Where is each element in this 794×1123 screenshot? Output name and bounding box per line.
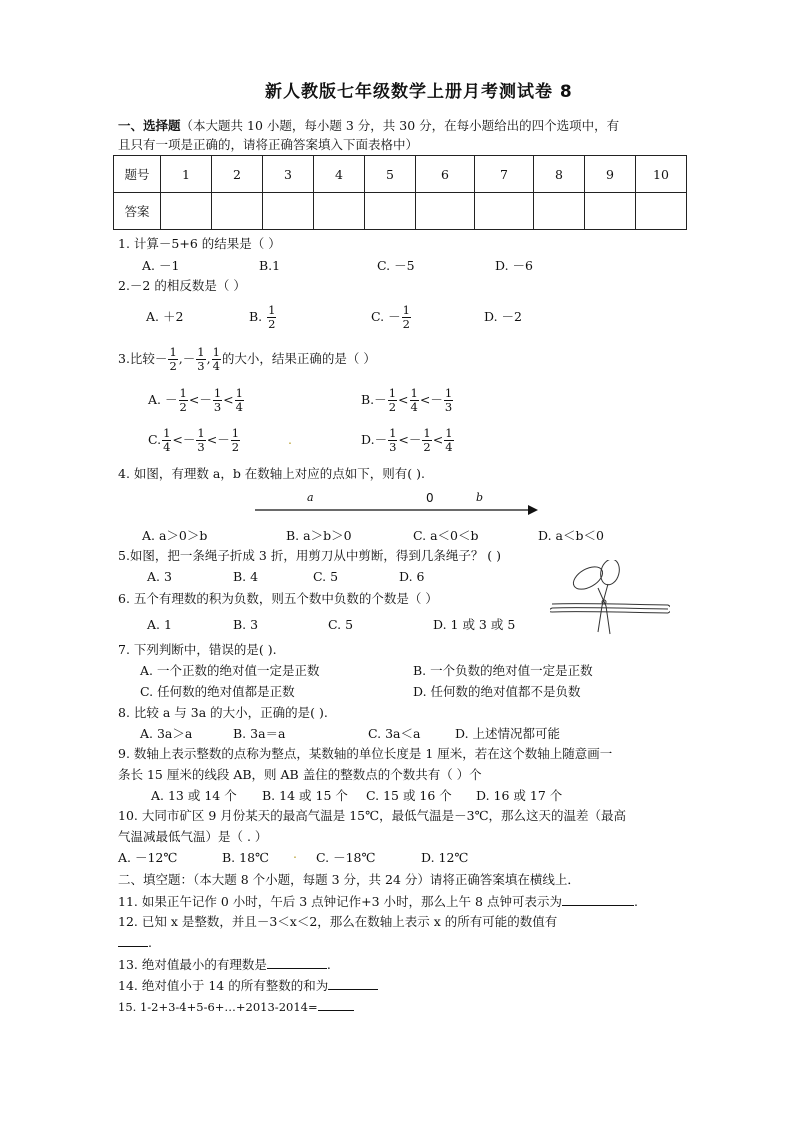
- q13: 13. 绝对值最小的有理数是 .: [118, 957, 331, 972]
- q10-option-b: B. 18℃: [222, 850, 270, 865]
- q6-option-c: C. 5: [328, 617, 354, 632]
- q14: [118, 977, 378, 994]
- q1-option-d: D. －6: [495, 258, 533, 273]
- table-header-number: 题号: [114, 156, 161, 193]
- q3-stem: 3.比较－ $\frac{1}{2}$ ,－ $\frac{1}{3}$ , $\frac{1}{4}$ 的大小，结果正确的是（ ）: [118, 345, 376, 373]
- q6-option-a: A. 1: [147, 617, 172, 632]
- q15-stem: 15. 1-2+3-4+5-6+…+2013-2014=: [118, 1000, 318, 1014]
- q11-answer-blank[interactable]: [562, 893, 634, 906]
- table-cell-number: 9: [585, 156, 636, 193]
- number-line-arrow: [528, 505, 538, 515]
- q6-option-d: D. 1 或 3 或 5: [433, 617, 516, 632]
- q13-answer-blank[interactable]: [267, 956, 327, 969]
- q4-stem: 4. 如图，有理数 a，b 在数轴上对应的点如下，则有( ).: [118, 466, 426, 481]
- section-1-heading: 一、选择题: [118, 118, 181, 133]
- q14-stem: 14. 绝对值小于 14 的所有整数的和为: [118, 978, 329, 993]
- table-cell-number: 4: [314, 156, 365, 193]
- q10-option-a: A. －12℃: [118, 850, 178, 865]
- q10-option-c: C. －18℃: [316, 850, 376, 865]
- table-row-numbers: [114, 156, 687, 193]
- q12-line2: .: [118, 934, 152, 951]
- answer-cell[interactable]: [263, 193, 314, 230]
- q2-option-a: A. ＋2: [146, 309, 184, 324]
- q7-stem: 7. 下列判断中，错误的是( ).: [118, 642, 277, 657]
- q2-stem: 2.－2 的相反数是（ ）: [118, 278, 246, 293]
- rope-line: [552, 608, 668, 609]
- page-title: 新人教版七年级数学上册月考测试卷 8: [265, 82, 573, 102]
- q3-option-b: B.－ $\frac{1}{2}$ < $\frac{1}{4}$ <－ $\frac{1}{3}$: [361, 386, 453, 414]
- q9-option-c: C. 15 或 16 个: [366, 788, 452, 803]
- q3-option-a: A. － $\frac{1}{2}$ <－ $\frac{1}{3}$ < $\frac{1}{4}$: [148, 386, 243, 414]
- scissors-blade-left: [598, 588, 610, 634]
- scissors-handle-right: [598, 560, 622, 587]
- q9-option-a: A. 13 或 14 个: [151, 788, 237, 803]
- q15-answer-blank[interactable]: [318, 998, 354, 1011]
- q5-stem: 5.如图，把一条绳子折成 3 折，用剪刀从中剪断，得到几条绳子？ ( ): [118, 548, 502, 563]
- table-cell-number: 5: [365, 156, 416, 193]
- table-cell-number: 3: [263, 156, 314, 193]
- number-line-label-a: a: [307, 491, 314, 504]
- q7-option-b: B. 一个负数的绝对值一定是正数: [413, 663, 593, 678]
- q4-option-c: C. a＜0＜b: [413, 528, 479, 543]
- q11-stem: 11. 如果正午记作 0 小时，午后 3 点钟记作+3 小时，那么上午 8 点钟可表示为: [118, 894, 562, 909]
- section-2-heading: 二、填空题：（本大题 8 个小题，每题 3 分，共 24 分）请将正确答案填在横线上．: [118, 872, 580, 887]
- q6-stem: 6. 五个有理数的积为负数，则五个数中负数的个数是（ ）: [118, 591, 438, 606]
- q3-option-d: D.－ $\frac{1}{3}$ <－ $\frac{1}{2}$ < $\frac{1}{4}$: [361, 426, 453, 454]
- answer-table: [113, 155, 687, 230]
- q1-option-b: B.1: [259, 258, 281, 273]
- q2-option-b-label: B.: [249, 309, 263, 324]
- table-row-answers: [114, 193, 687, 230]
- section-1-desc: （本大题共 10 小题，每小题 3 分，共 30 分，在每小题给出的四个选项中，有: [180, 118, 620, 133]
- q2-option-c-label: C.: [371, 309, 385, 324]
- table-cell-number: 10: [636, 156, 687, 193]
- number-line-label-zero: 0: [426, 491, 434, 505]
- rope-fold: [550, 608, 552, 612]
- q1-stem: 1. 计算－5+6 的结果是（ ）: [118, 236, 281, 251]
- q14-answer-blank[interactable]: [328, 977, 378, 990]
- rope-line: [552, 612, 668, 613]
- table-cell-number: 6: [416, 156, 475, 193]
- q12-line1: 12. 已知 x 是整数，并且－3＜x＜2，那么在数轴上表示 x 的所有可能的数值有: [118, 914, 558, 929]
- table-header-answer: 答案: [114, 193, 161, 230]
- answer-cell[interactable]: [161, 193, 212, 230]
- q7-option-d: D. 任何数的绝对值都不是负数: [413, 684, 581, 699]
- q2-option-d: D. －2: [484, 309, 522, 324]
- q15: [118, 998, 354, 1015]
- q8-option-b: B. 3a＝a: [233, 726, 286, 741]
- q12-answer-blank[interactable]: [118, 934, 148, 947]
- answer-cell[interactable]: [534, 193, 585, 230]
- number-line: [250, 488, 550, 520]
- q7-option-c: C. 任何数的绝对值都是正数: [140, 684, 295, 699]
- stray-dot: .: [293, 846, 297, 861]
- answer-cell[interactable]: [365, 193, 416, 230]
- table-cell-number: 2: [212, 156, 263, 193]
- q9-option-b: B. 14 或 15 个: [262, 788, 348, 803]
- section-1-desc-line2: 且只有一项是正确的，请将正确答案填入下面表格中）: [118, 137, 419, 152]
- fraction-one-half: $\frac{1}{2}$: [268, 303, 276, 331]
- q5-option-c: C. 5: [313, 569, 339, 584]
- q9-option-d: D. 16 或 17 个: [476, 788, 563, 803]
- q9-line1: 9. 数轴上表示整数的点称为整点，某数轴的单位长度是 1 厘米，若在这个数轴上随意画一: [118, 746, 613, 761]
- section-1-intro: [118, 118, 619, 134]
- fraction-one-half: $\frac{1}{2}$: [402, 303, 410, 331]
- q4-option-d: D. a＜b＜0: [538, 528, 604, 543]
- q9-line2: 条长 15 厘米的线段 AB，则 AB 盖住的整数点的个数共有（ ）个: [118, 767, 482, 782]
- rope-fold: [668, 605, 670, 613]
- q4-option-a: A. a＞0＞b: [142, 528, 208, 543]
- q1-option-a: A. －1: [142, 258, 180, 273]
- q5-option-a: A. 3: [147, 569, 172, 584]
- q2-option-c: C. － $\frac{1}{2}$: [371, 303, 410, 331]
- number-line-label-b: b: [476, 491, 484, 504]
- q13-stem: 13. 绝对值最小的有理数是: [118, 957, 267, 972]
- answer-cell[interactable]: [475, 193, 534, 230]
- q11: 11. 如果正午记作 0 小时，午后 3 点钟记作+3 小时，那么上午 8 点钟可表示为 .: [118, 894, 638, 909]
- q1-option-c: C. －5: [377, 258, 415, 273]
- table-cell-number: 8: [534, 156, 585, 193]
- answer-cell[interactable]: [585, 193, 636, 230]
- q8-option-d: D. 上述情况都可能: [455, 726, 561, 741]
- q5-option-b: B. 4: [233, 569, 259, 584]
- answer-cell[interactable]: [314, 193, 365, 230]
- rope-line: [552, 604, 668, 605]
- q8-option-c: C. 3a＜a: [368, 726, 421, 741]
- q3-option-c: C. $\frac{1}{4}$ <－ $\frac{1}{3}$ <－ $\frac{1}{2}$: [148, 426, 240, 454]
- table-cell-number: 7: [475, 156, 534, 193]
- answer-cell[interactable]: [212, 193, 263, 230]
- q8-option-a: A. 3a＞a: [140, 726, 193, 741]
- q2-option-b: [249, 298, 277, 336]
- q8-stem: 8. 比较 a 与 3a 的大小，正确的是( ).: [118, 705, 328, 720]
- q10-option-d: D. 12℃: [421, 850, 469, 865]
- q5-option-d: D. 6: [399, 569, 425, 584]
- answer-cell[interactable]: [636, 193, 687, 230]
- answer-cell[interactable]: [416, 193, 475, 230]
- stray-dot: .: [288, 432, 292, 447]
- scissors-rope-figure: [550, 560, 670, 638]
- q4-option-b: B. a＞b＞0: [286, 528, 352, 543]
- q6-option-b: B. 3: [233, 617, 259, 632]
- q10-line2: 气温减最低气温）是（ . ）: [118, 829, 268, 844]
- q7-option-a: A. 一个正数的绝对值一定是正数: [140, 663, 320, 678]
- q10-line1: 10. 大同市矿区 9 月份某天的最高气温是 15℃，最低气温是－3℃，那么这天的温差（最高: [118, 808, 627, 823]
- table-cell-number: 1: [161, 156, 212, 193]
